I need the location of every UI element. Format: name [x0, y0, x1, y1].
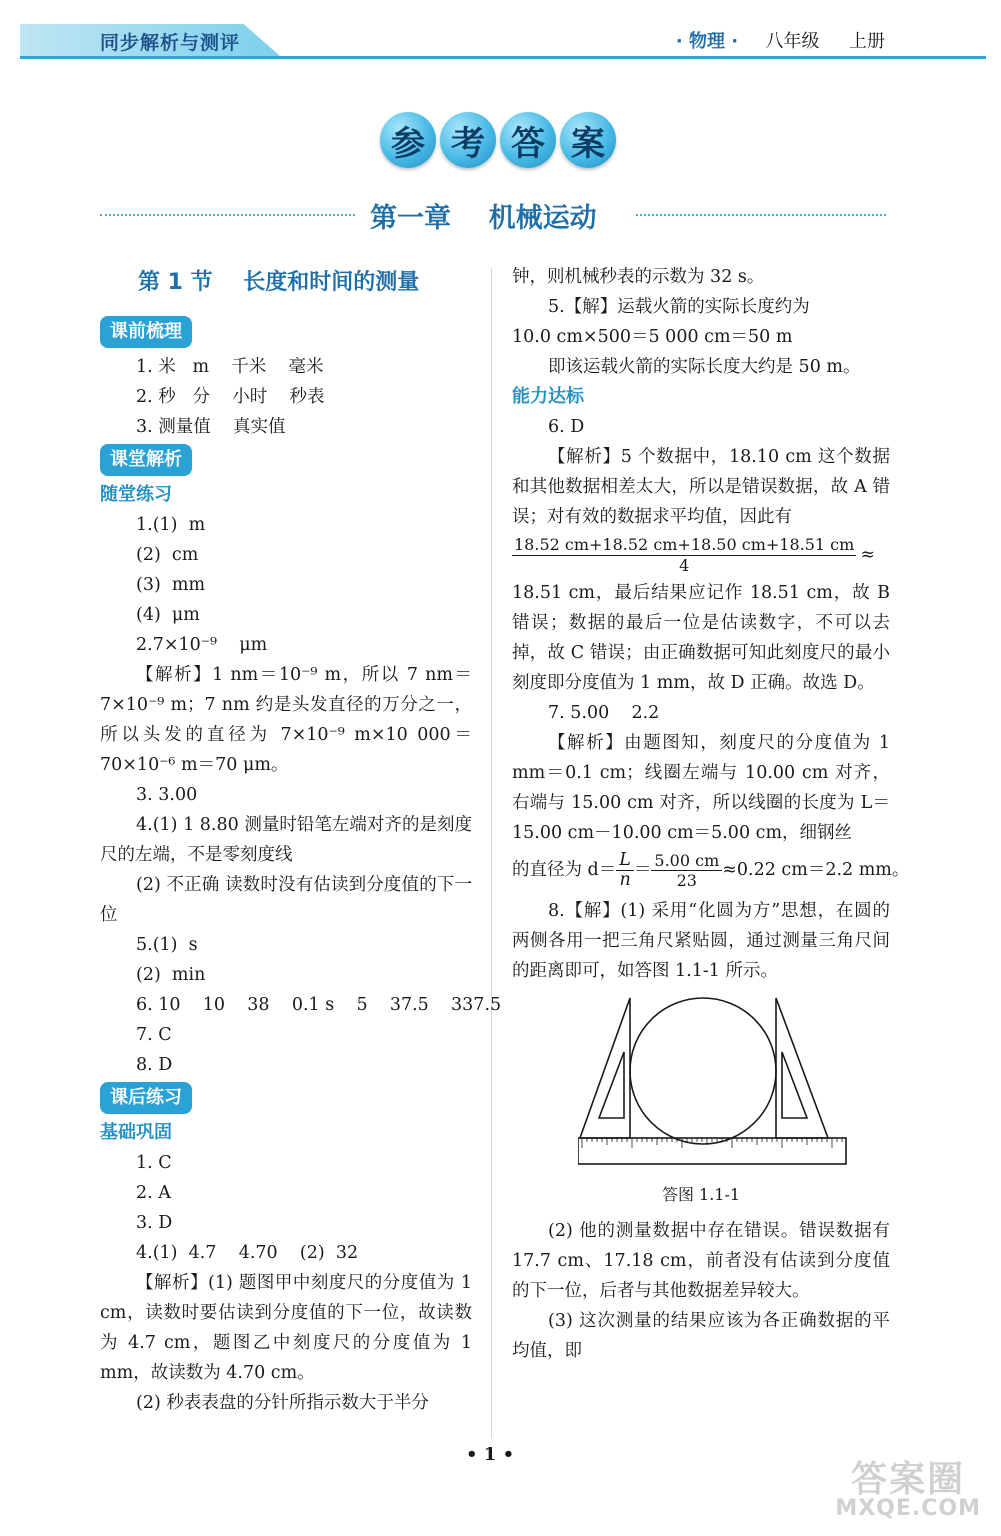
column-divider — [491, 268, 492, 1438]
frac-denominator: 23 — [676, 870, 697, 890]
answer-line: (4) μm — [136, 605, 200, 625]
frac-denominator: n — [619, 869, 631, 890]
formula-prefix: 的直径为 d＝ — [512, 860, 617, 880]
answer-line: (3) mm — [136, 575, 206, 595]
diameter-formula: 的直径为 d＝ $\frac{L}{n}$ ＝ $\frac{5.00 cm}{23}$ ≈0.22 cm＝2.2 mm。 — [512, 849, 910, 890]
formula-result: ≈0.22 cm＝2.2 mm。 — [722, 860, 910, 880]
triangle-right-inner — [782, 1052, 807, 1118]
section-title: 第 1 节 长度和时间的测量 — [138, 270, 420, 295]
average-formula — [512, 532, 890, 578]
pill-pre-class: 课前梳理 — [100, 316, 192, 348]
explanation: 【解析】由题图知，刻度尺的分度值为 1 mm＝0.1 cm；线圈左端与 10.00 cm 对齐，右端与 15.00 cm 对齐，所以线圈的长度为 L＝15.00 cm－10.00 cm＝5.00 cm，细钢丝 — [512, 733, 890, 843]
explanation: 【解析】5 个数据中，18.10 cm 这个数据和其他数据相差太大，所以是错误数据，故 A 错误；对有效的数据求平均值，因此有 — [512, 447, 890, 527]
circle-shape — [630, 998, 776, 1144]
page-number: • 1 • — [466, 1444, 515, 1465]
subhead-ability: 能力达标 — [512, 386, 584, 407]
answer-para: 8.【解】(1) 采用“化圆为方”思想，在圆的两侧各用一把三角尺紧贴圆，通过测量三角尺间的距离即可，如答图 1.1-1 所示。 — [512, 901, 890, 981]
answer-line: 1. 米 m 千米 毫米 — [136, 357, 324, 377]
answer-para: (2) 不正确 读数时没有估读到分度值的下一位 — [100, 875, 472, 925]
triangle-right — [776, 998, 828, 1138]
dotted-rule-right — [636, 214, 886, 216]
answer-title — [380, 112, 620, 174]
frac-numerator: L — [616, 851, 634, 871]
right-column — [512, 262, 910, 1366]
answer-line: (2) min — [136, 965, 206, 985]
subhead-basics: 基础巩固 — [100, 1122, 172, 1143]
answer-para: (3) 这次测量的结果应该为各正确数据的平均值，即 — [512, 1311, 890, 1361]
formula-numerator: 18.52 cm+18.52 cm+18.50 cm+18.51 cm — [514, 534, 855, 554]
title-char: 考 — [440, 112, 496, 168]
header-info — [676, 27, 885, 53]
approx-sign: ≈ — [860, 545, 875, 565]
triangle-left — [580, 998, 630, 1138]
subhead-practice: 随堂练习 — [100, 484, 172, 505]
answer-line: 4.(1) 4.7 4.70 (2) 32 — [136, 1243, 359, 1263]
answer-line: 7. C — [136, 1025, 172, 1045]
answer-para: 5.【解】运载火箭的实际长度约为 — [548, 297, 810, 317]
grade-label: 八年级 — [765, 31, 820, 52]
figure-circle-triangles — [578, 996, 890, 1178]
dotted-rule-left — [100, 214, 355, 216]
answer-line: 3. 测量值 真实值 — [136, 417, 286, 437]
chapter-title: 第一章 机械运动 — [370, 203, 597, 234]
answer-line: 2.7×10⁻⁹ μm — [136, 635, 268, 655]
answer-line: 6. 10 10 38 0.1 s 5 37.5 337.5 — [136, 995, 502, 1015]
calculation: 10.0 cm×500＝5 000 cm＝50 m — [512, 327, 793, 347]
answer-para: 即该运载火箭的实际长度大约是 50 m。 — [548, 357, 861, 377]
answer-line: 7. 5.00 2.2 — [548, 703, 660, 723]
answer-line: 6. D — [548, 417, 585, 437]
frac-numerator: 5.00 cm — [651, 851, 722, 871]
explanation: 18.51 cm，最后结果应记作 18.51 cm，故 B 错误；数据的最后一位是估读数字，不可以去掉，故 C 错误；由正确数据可知此刻度尺的最小刻度即分度值为 1 mm，故 D 正确。故选 D。 — [512, 583, 890, 693]
answer-para: 4.(1) 1 8.80 测量时铅笔左端对齐的是刻度尺的左端，不是零刻度线 — [100, 815, 472, 865]
title-char: 参 — [380, 112, 436, 168]
answer-line: 2. 秒 分 小时 秒表 — [136, 387, 325, 407]
figure-caption: 答图 1.1-1 — [661, 1185, 741, 1204]
watermark — [835, 1459, 981, 1521]
explanation: 【解析】(1) 题图甲中刻度尺的分度值为 1 cm，读数时要估读到分度值的下一位，故读数为 4.7 cm，题图乙中刻度尺的分度值为 1 mm，故读数为 4.70 cm。 — [100, 1273, 472, 1383]
answer-para: 钟，则机械秒表的示数为 32 s。 — [512, 267, 765, 287]
answer-line: 1.(1) m — [136, 515, 206, 535]
answer-line: 2. A — [136, 1183, 171, 1203]
answer-para: (2) 他的测量数据中存在错误。错误数据有 17.7 cm、17.18 cm，前者没有估读到分度值的下一位，后者与其他数据差异较大。 — [512, 1221, 890, 1301]
answer-line: (2) cm — [136, 545, 199, 565]
book-title: 同步解析与测评 — [100, 32, 241, 54]
chapter-heading — [100, 196, 886, 236]
answer-line: 3. D — [136, 1213, 173, 1233]
explanation: 【解析】1 nm＝10⁻⁹ m，所以 7 nm＝7×10⁻⁹ m；7 nm 约是头发直径的万分之一，所以头发的直径为 7×10⁻⁹ m×10 000＝70×10⁻⁶ m＝70 μm。 — [100, 665, 472, 775]
answer-line: 8. D — [136, 1055, 173, 1075]
measurement-diagram — [578, 996, 848, 1168]
triangle-left-inner — [599, 1052, 624, 1118]
answer-line: 3. 3.00 — [136, 785, 198, 805]
watermark-text: 答案圈 — [851, 1459, 966, 1500]
answer-line: 5.(1) s — [136, 935, 198, 955]
title-char: 案 — [560, 112, 616, 168]
answer-line: 1. C — [136, 1153, 172, 1173]
pill-in-class: 课堂解析 — [100, 444, 192, 476]
explanation: (2) 秒表表盘的分针所指示数大于半分 — [136, 1393, 429, 1413]
left-column — [100, 262, 502, 1418]
volume-label: 上册 — [849, 31, 885, 52]
watermark-url: MXQE.COM — [835, 1496, 981, 1521]
subject-label: · 物理 · — [675, 31, 739, 52]
header-rule — [20, 56, 986, 59]
title-char: 答 — [500, 112, 556, 168]
pill-after-class: 课后练习 — [100, 1082, 192, 1114]
formula-denominator: 4 — [679, 555, 690, 575]
